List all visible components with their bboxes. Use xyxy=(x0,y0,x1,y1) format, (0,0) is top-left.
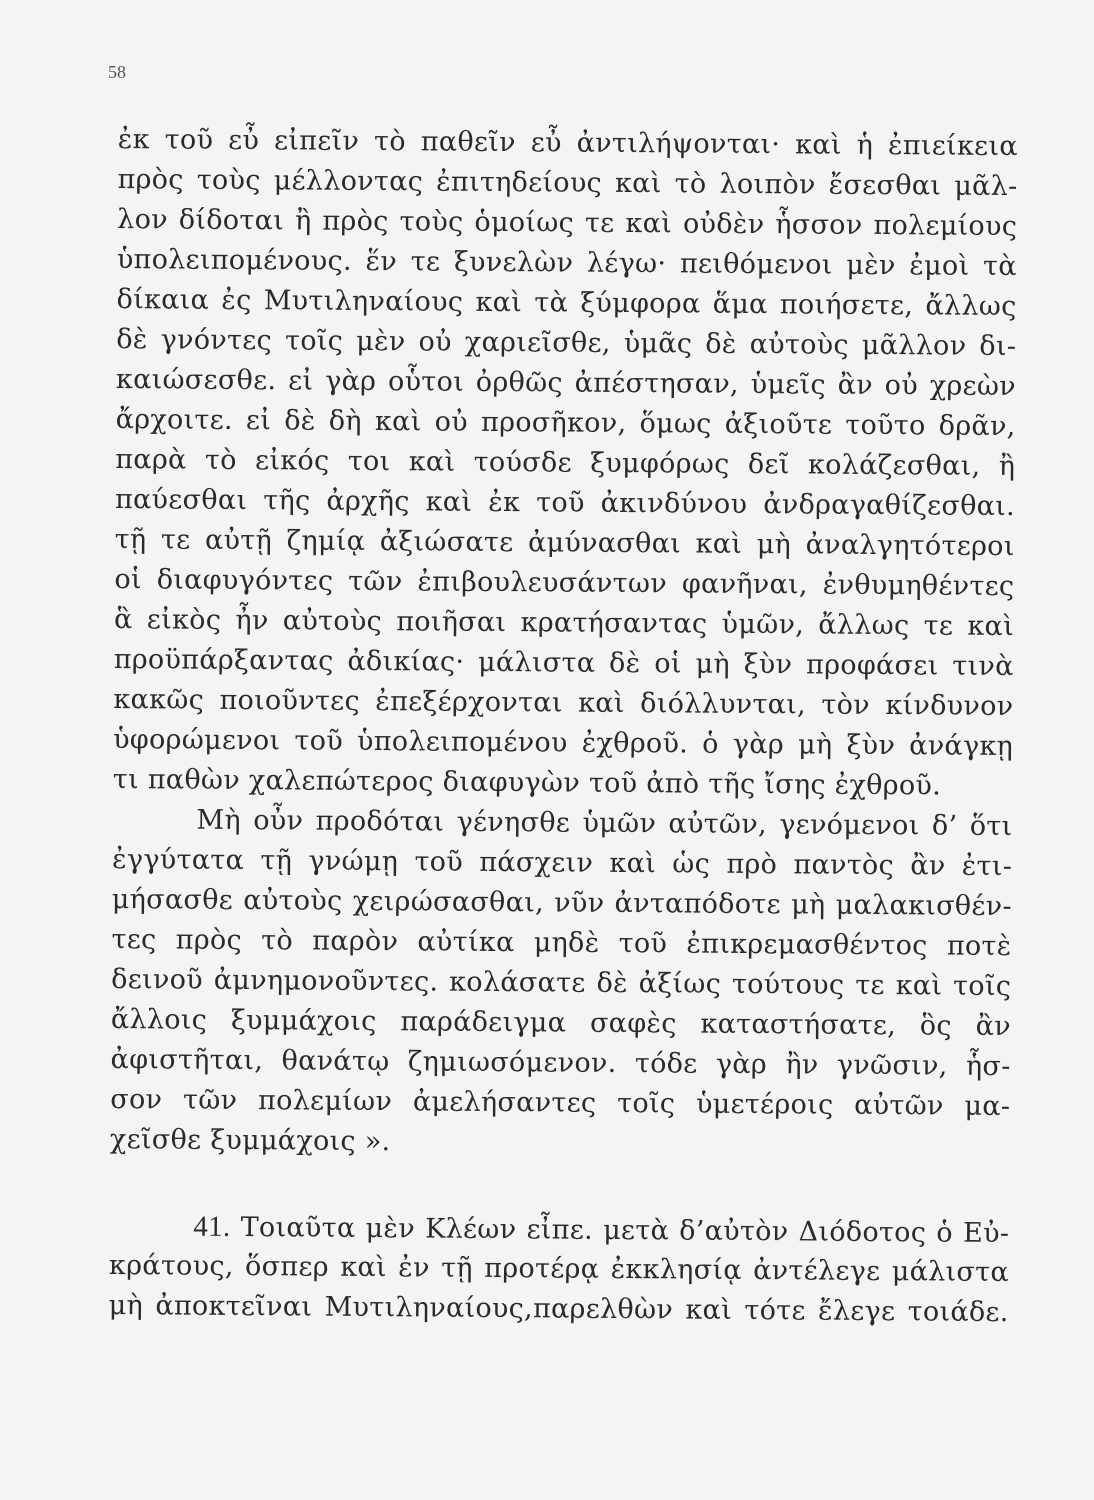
text-line: κακῶς ποιοῦντες ἐπεξέρχονται καὶ διόλλυνται, τὸν κίνδυνον xyxy=(113,683,1014,723)
text-line: κράτους, ὅσπερ καὶ ἐν τῇ προτέρᾳ ἐκκλησίᾳ ἀντέλεγε μάλιστα xyxy=(108,1249,1010,1289)
text-line: ὑπολειπομένους. ἕν τε ξυνελὼν λέγω· πειθόμενοι μὲν ἐμοὶ τὰ xyxy=(116,243,1017,283)
text-line: μήσασθε αὐτοὺς χειρώσασθαι, νῦν ἀνταπόδοτε μὴ μαλακισθέν- xyxy=(111,883,1012,923)
text-line: δίκαια ἐς Μυτιληναίους καὶ τὰ ξύμφορα ἅμα ποιήσετε, ἄλλως xyxy=(116,283,1017,323)
text-line: ἐγγύτατα τῇ γνώμῃ τοῦ πάσχειν καὶ ὡς πρὸ παντὸς ἂν ἐτι- xyxy=(112,843,1013,883)
text-line: τι παθὼν χαλεπώτερος διαφυγὼν τοῦ ἀπὸ τῆς ἴσης ἐχθροῦ. xyxy=(112,763,942,802)
text-line: δεινοῦ ἀμνημονοῦντες. κολάσατε δὲ ἀξίως τούτους τε καὶ τοῖς xyxy=(111,963,1012,1003)
text-line: χεῖσθε ξυμμάχοις ». xyxy=(109,1123,391,1158)
text-line: τες πρὸς τὸ παρὸν αὐτίκα μηδὲ τοῦ ἐπικρεμασθέντος ποτὲ xyxy=(111,923,1012,963)
body-text xyxy=(109,120,1018,1333)
text-line: πρὸς τοὺς μέλλοντας ἐπιτηδείους καὶ τὸ λοιπὸν ἔσεσθαι μᾶλ- xyxy=(117,163,1018,203)
section-number: 41. xyxy=(193,1210,231,1243)
text-line: λον δίδοται ἢ πρὸς τοὺς ὁμοίως τε καὶ οὐδὲν ἧσσον πολεμίους xyxy=(117,203,1018,243)
text-line: παρὰ τὸ εἰκός τοι καὶ τούσδε ξυμφόρως δεῖ κολάζεσθαι, ἢ xyxy=(115,443,1016,483)
page-number: 58 xyxy=(108,62,126,82)
text-line: ἄρχοιτε. εἰ δὲ δὴ καὶ οὐ προσῆκον, ὅμως ἀξιοῦτε τοῦτο δρᾶν, xyxy=(115,403,1016,443)
text-line: οἱ διαφυγόντες τῶν ἐπιβουλευσάντων φανῆναι, ἐνθυμηθέντες xyxy=(114,563,1015,603)
text-line: καιώσεσθε. εἰ γὰρ οὗτοι ὀρθῶς ἀπέστησαν, ὑμεῖς ἂν οὐ χρεὼν xyxy=(115,363,1017,403)
text-line: σον τῶν πολεμίων ἀμελήσαντες τοῖς ὑμετέροις αὐτῶν μα- xyxy=(110,1083,1011,1123)
text-line: ὑφορώμενοι τοῦ ὑπολειπομένου ἐχθροῦ. ὁ γὰρ μὴ ξὺν ἀνάγκῃ xyxy=(113,723,1014,763)
text-line: παύεσθαι τῆς ἀρχῆς καὶ ἐκ τοῦ ἀκινδύνου ἀνδραγαθίζεσθαι. xyxy=(114,483,1016,523)
text-line: προϋπάρξαντας ἀδικίας· μάλιστα δὲ οἱ μὴ ξὺν προφάσει τινὰ xyxy=(113,643,1014,683)
text-line: ἐκ τοῦ εὖ εἰπεῖν τὸ παθεῖν εὖ ἀντιλήψονται· καὶ ἡ ἐπιείκεια xyxy=(117,123,1018,163)
section-text: Τοιαῦτα μὲν Κλέων εἶπε. μετὰ δ’αὐτὸν Διόδοτος ὁ Εὐ- xyxy=(240,1211,1010,1250)
text-line: Μὴ οὖν προδόται γένησθε ὑμῶν αὐτῶν, γενόμενοι δ’ ὅτι xyxy=(196,804,1013,843)
text-line: μὴ ἀποκτεῖναι Μυτιληναίους,παρελθὼν καὶ τότε ἔλεγε τοιάδε. xyxy=(108,1289,1009,1329)
section-41-first-line xyxy=(109,1206,1009,1253)
text-line: ἃ εἰκὸς ἦν αὐτοὺς ποιῆσαι κρατήσαντας ὑμῶν, ἄλλως τε καὶ xyxy=(113,603,1015,643)
text-line: δὲ γνόντες τοῖς μὲν οὐ χαριεῖσθε, ὑμᾶς δὲ αὐτοὺς μᾶλλον δι- xyxy=(116,323,1017,363)
text-line: ἀφιστῆται, θανάτῳ ζημιωσόμενον. τόδε γὰρ ἢν γνῶσιν, ἧσ- xyxy=(110,1043,1011,1083)
text-line: ἄλλοις ξυμμάχοις παράδειγμα σαφὲς καταστήσατε, ὃς ἂν xyxy=(110,1003,1012,1043)
text-line: τῇ τε αὐτῇ ζημίᾳ ἀξιώσατε ἀμύνασθαι καὶ μὴ ἀναλγητότεροι xyxy=(114,523,1015,563)
